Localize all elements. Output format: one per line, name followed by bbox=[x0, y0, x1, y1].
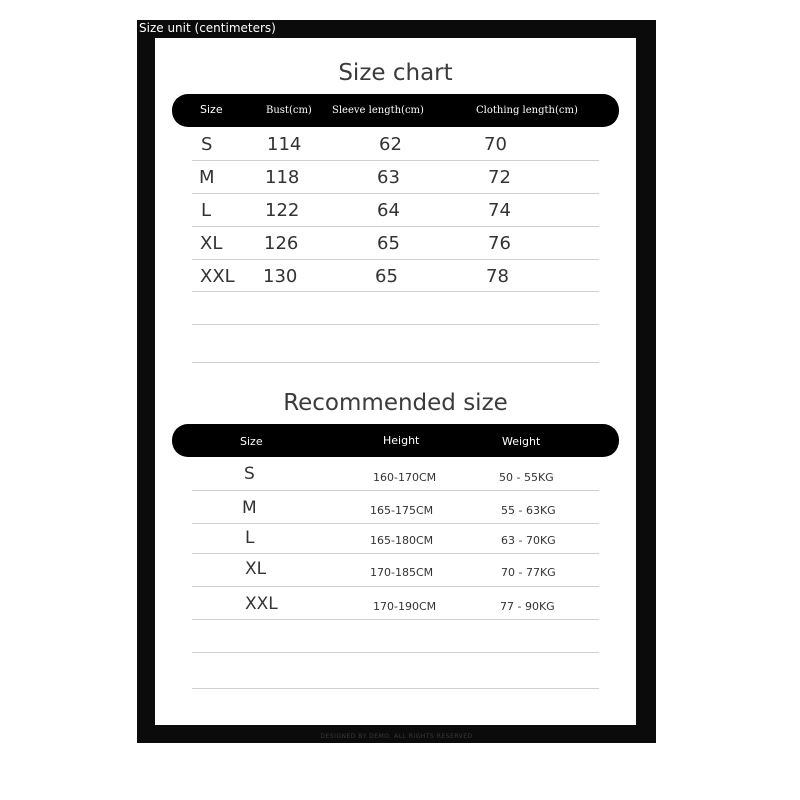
sleeve-cell: 65 bbox=[377, 233, 400, 254]
weight-cell: 55 - 63KG bbox=[501, 504, 556, 517]
weight-cell: 70 - 77KG bbox=[501, 566, 556, 579]
header-height: Height bbox=[383, 434, 420, 447]
clothing-length-cell: 72 bbox=[488, 167, 511, 188]
recommended-size-header bbox=[172, 424, 619, 457]
header-size: Size bbox=[200, 103, 223, 116]
size-cell: M bbox=[242, 498, 257, 518]
size-cell: XL bbox=[200, 233, 223, 254]
clothing-length-cell: 76 bbox=[488, 233, 511, 254]
row-divider bbox=[192, 291, 599, 292]
size-chart-header bbox=[172, 94, 619, 127]
row-divider bbox=[192, 324, 599, 325]
sleeve-cell: 64 bbox=[377, 200, 400, 221]
bust-cell: 114 bbox=[267, 134, 302, 155]
row-divider bbox=[192, 688, 599, 689]
bust-cell: 122 bbox=[265, 200, 300, 221]
size-cell: XXL bbox=[200, 266, 235, 287]
size-cell: L bbox=[245, 528, 255, 548]
header-size: Size bbox=[240, 435, 263, 448]
size-cell: S bbox=[244, 464, 255, 484]
row-divider bbox=[192, 586, 599, 587]
sleeve-cell: 63 bbox=[377, 167, 400, 188]
size-chart-title: Size chart bbox=[338, 60, 453, 86]
row-divider bbox=[192, 490, 599, 491]
footer-watermark: DESIGNED BY DEMO. ALL RIGHTS RESERVED bbox=[320, 733, 473, 740]
sleeve-cell: 62 bbox=[379, 134, 402, 155]
bust-cell: 130 bbox=[263, 266, 298, 287]
height-cell: 165-175CM bbox=[370, 504, 434, 517]
height-cell: 165-180CM bbox=[370, 534, 434, 547]
clothing-length-cell: 70 bbox=[484, 134, 507, 155]
sleeve-cell: 65 bbox=[375, 266, 398, 287]
weight-cell: 63 - 70KG bbox=[501, 534, 556, 547]
size-guide-sheet bbox=[155, 38, 636, 725]
size-cell: XXL bbox=[245, 594, 278, 614]
bust-cell: 126 bbox=[264, 233, 299, 254]
row-divider bbox=[192, 193, 599, 194]
height-cell: 170-185CM bbox=[370, 566, 434, 579]
header-sleeve-length: Sleeve length(cm) bbox=[332, 105, 424, 116]
size-cell: S bbox=[201, 134, 213, 155]
bust-cell: 118 bbox=[265, 167, 300, 188]
size-guide-frame bbox=[137, 20, 656, 743]
header-weight: Weight bbox=[502, 435, 541, 448]
row-divider bbox=[192, 259, 599, 260]
row-divider bbox=[192, 226, 599, 227]
recommended-size-title: Recommended size bbox=[283, 390, 508, 416]
height-cell: 170-190CM bbox=[373, 600, 437, 613]
size-cell: M bbox=[199, 167, 215, 188]
row-divider bbox=[192, 652, 599, 653]
size-unit-label: Size unit (centimeters) bbox=[139, 21, 276, 35]
row-divider bbox=[192, 160, 599, 161]
weight-cell: 77 - 90KG bbox=[500, 600, 555, 613]
size-cell: L bbox=[201, 200, 212, 221]
size-cell: XL bbox=[245, 559, 267, 579]
row-divider bbox=[192, 362, 599, 363]
clothing-length-cell: 78 bbox=[486, 266, 509, 287]
weight-cell: 50 - 55KG bbox=[499, 471, 554, 484]
height-cell: 160-170CM bbox=[373, 471, 437, 484]
clothing-length-cell: 74 bbox=[488, 200, 511, 221]
header-clothing-length: Clothing length(cm) bbox=[476, 105, 578, 116]
row-divider bbox=[192, 619, 599, 620]
header-bust: Bust(cm) bbox=[266, 105, 312, 116]
row-divider bbox=[192, 523, 599, 524]
row-divider bbox=[192, 553, 599, 554]
